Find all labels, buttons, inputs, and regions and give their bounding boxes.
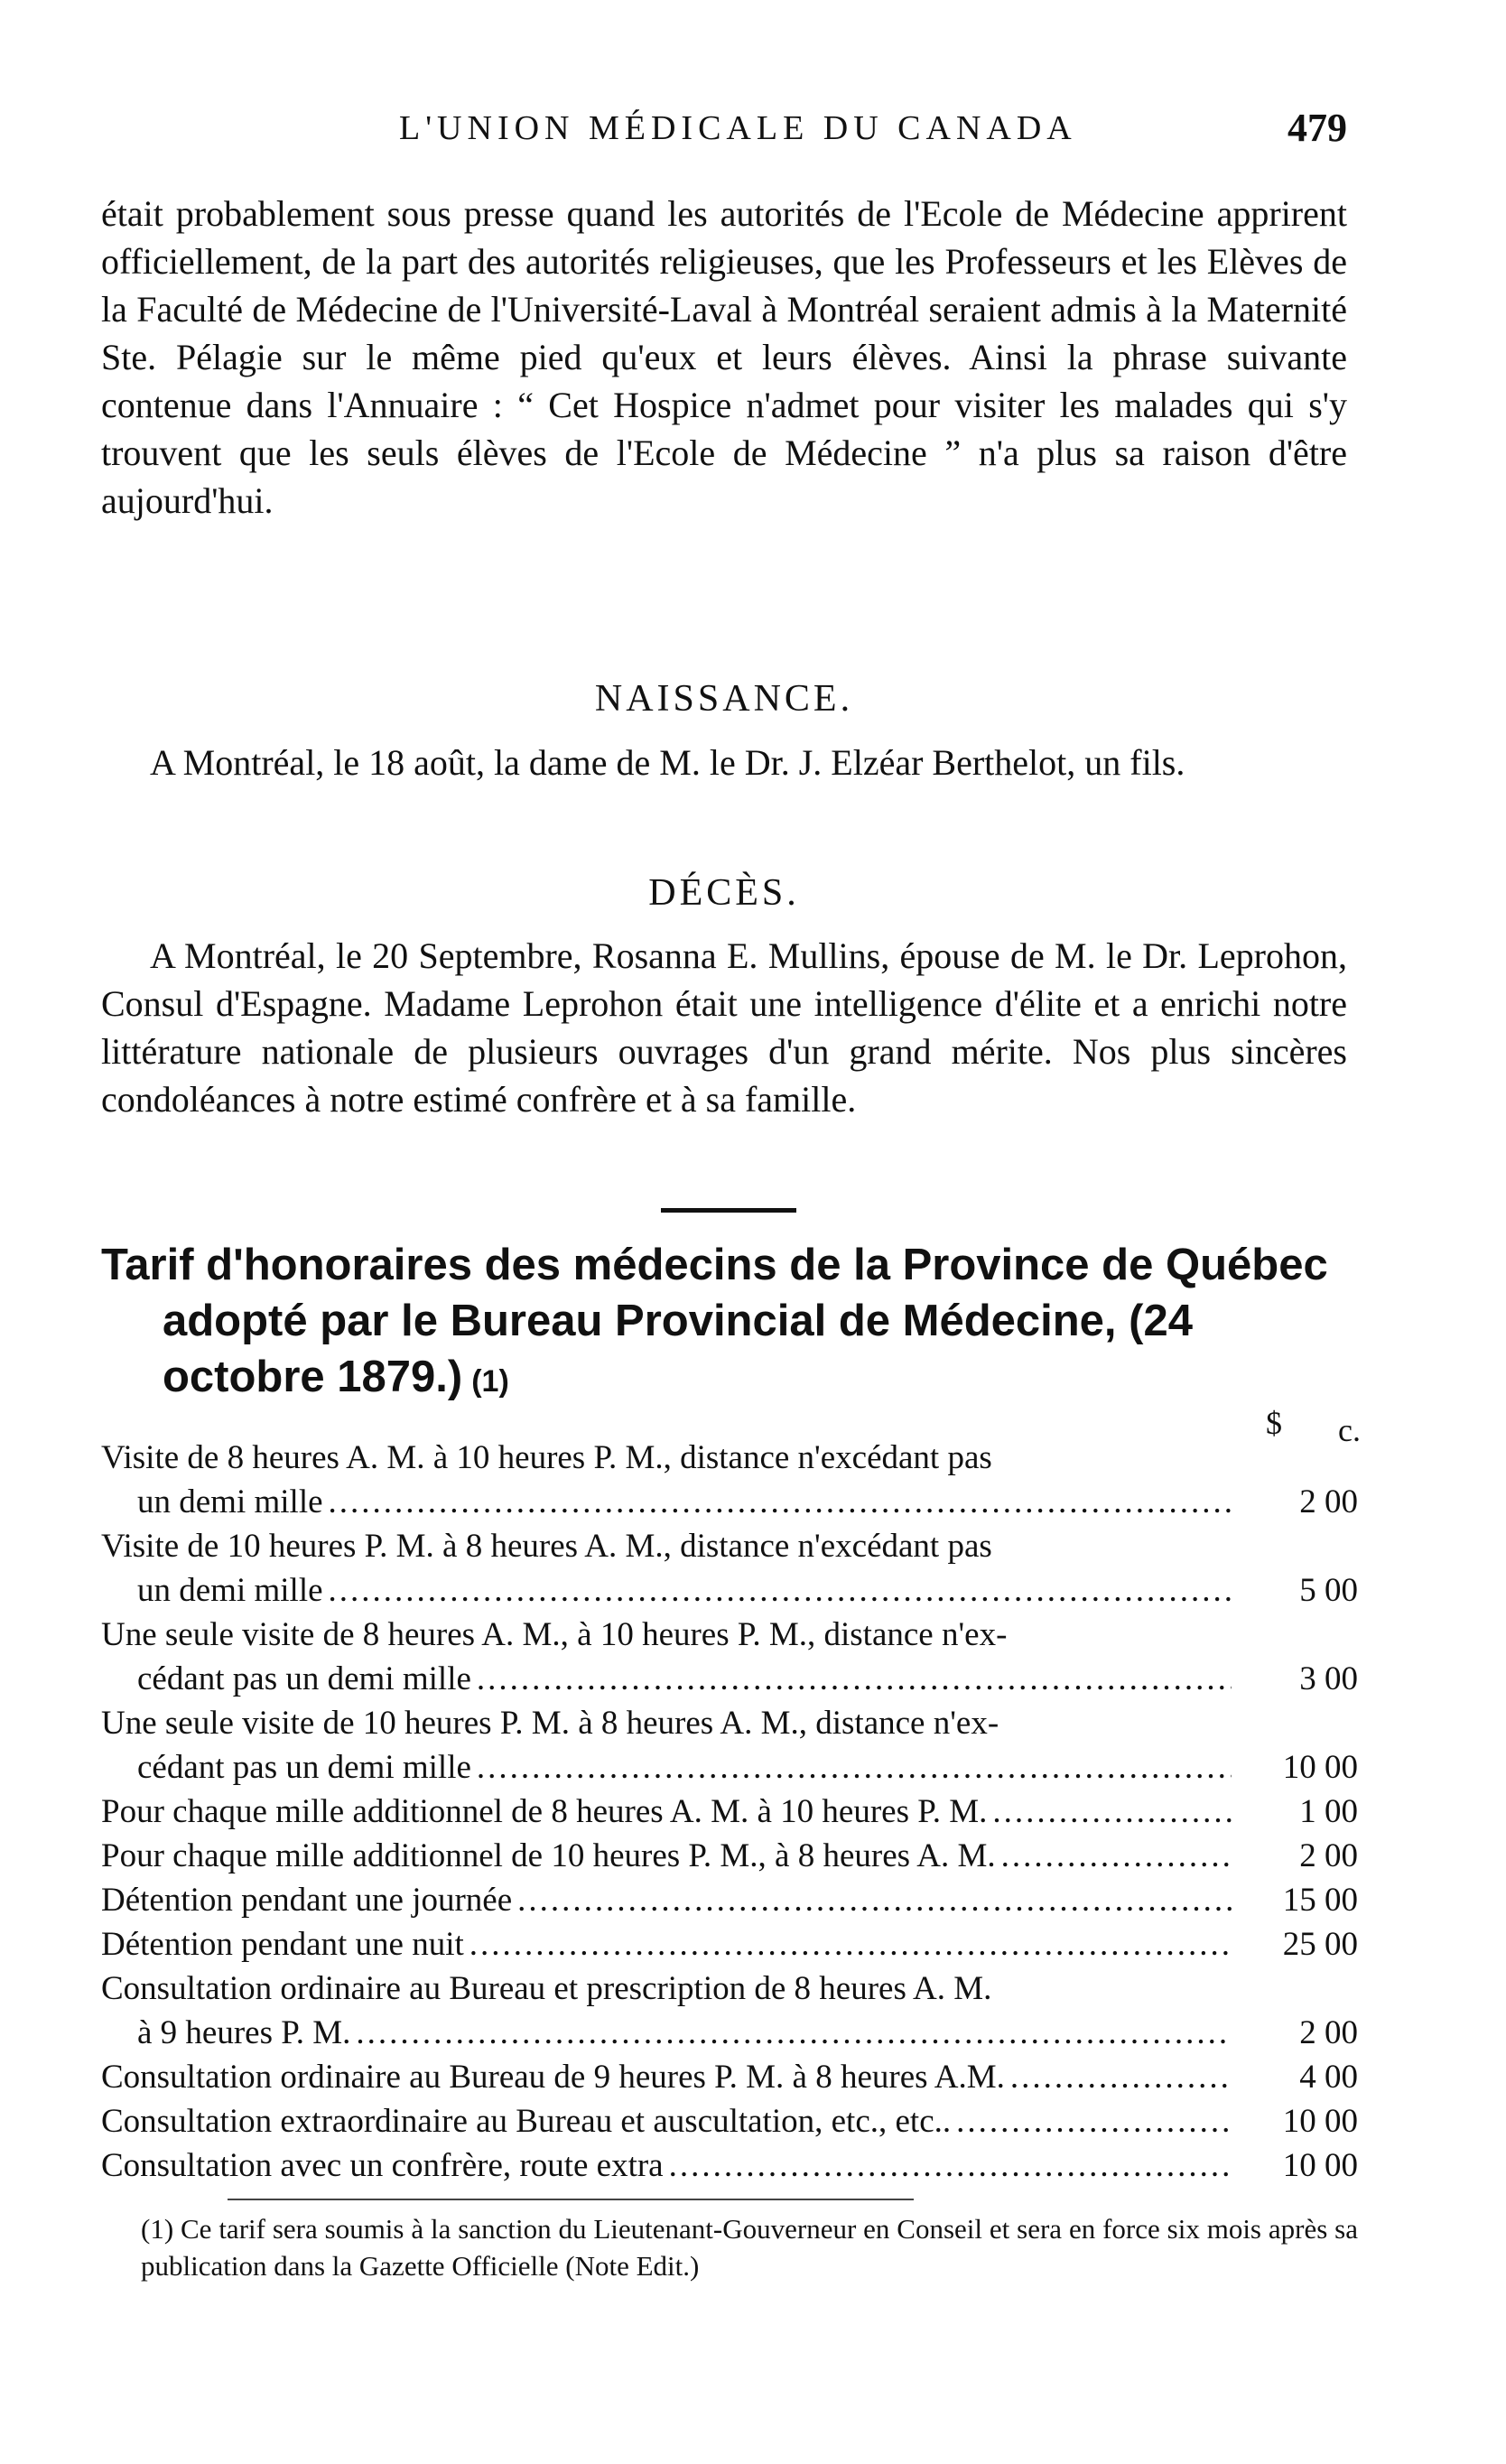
tariff-item-price: 3 00 <box>1299 1660 1358 1697</box>
tariff-item-description: un demi mille <box>137 1483 323 1520</box>
footnote-separator <box>228 2199 914 2200</box>
deces-paragraph: A Montréal, le 20 Septembre, Rosanna E. Mullins, épouse de M. le Dr. Leprohon, Consul d'Espagne. Madame Leprohon était une intelligence d'élite et a enrichi notre littérature nationale de plusieurs ouvrages d'un grand mérite. Nos plus sincères condoléances à notre estimé confrère et à sa famille. <box>101 935 1347 1120</box>
tariff-row <box>101 2099 1358 2143</box>
tariff-item-description: Une seule visite de 10 heures P. M. à 8 heures A. M., distance n'ex- <box>101 1705 999 1742</box>
tariff-row <box>101 2143 1358 2188</box>
tariff-item-description: Consultation ordinaire au Bureau et prescription de 8 heures A. M. <box>101 1970 992 2007</box>
footnote-text: Ce tarif sera soumis à la sanction du Lieutenant-Gouverneur en Conseil et sera en force six mois après sa publication dans la Gazette Officielle (Note Edit.) <box>141 2213 1358 2282</box>
tariff-item-line <box>101 1834 1232 1878</box>
tariff-item-price: 10 00 <box>1282 2103 1358 2140</box>
tariff-item-price: 25 00 <box>1282 1926 1358 1963</box>
tariff-item-description: Une seule visite de 8 heures A. M., à 10 heures P. M., distance n'ex- <box>101 1616 1008 1653</box>
tariff-item-price: 1 00 <box>1299 1793 1358 1830</box>
page-number: 479 <box>1288 106 1347 150</box>
tariff-item-price: 10 00 <box>1282 1749 1358 1786</box>
dot-leader <box>1010 2055 1232 2099</box>
tariff-item-description: cédant pas un demi mille <box>137 1749 471 1786</box>
tariff-item-description: Pour chaque mille additionnel de 8 heures A. M. à 10 heures P. M. <box>101 1793 988 1830</box>
dot-leader <box>477 1745 1232 1790</box>
dot-leader <box>329 1480 1232 1524</box>
intro-paragraph: était probablement sous presse quand les autorités de l'Ecole de Médecine apprirent officiellement, de la part des autorités religieuses, que les Professeurs et les Elèves de la Faculté de Médecine de l'Université-Laval à Montréal seraient admis à la Maternité Ste. Pélagie sur le même pied qu'eux et leurs élèves. Ainsi la phrase suivante contenue dans l'Annuaire : “ Cet Hospice n'admet pour visiter les malades qui s'y trouvent que les seuls élèves de l'Ecole de Médecine ” n'a plus sa raison d'être aujourd'hui. <box>101 193 1347 521</box>
tariff-item-line <box>101 1790 1232 1834</box>
tariff-item-description: Détention pendant une nuit <box>101 1926 464 1963</box>
dot-leader <box>329 1568 1232 1613</box>
tariff-item-description: Consultation avec un confrère, route extra <box>101 2147 664 2184</box>
tariff-item-description: Visite de 8 heures A. M. à 10 heures P. M., distance n'excédant pas <box>101 1439 992 1476</box>
tariff-title-text: Tarif d'honoraires des médecins de la Province de Québec adopté par le Bureau Provincial de Médecine, (24 octobre 1879.) <box>101 1241 1328 1401</box>
tariff-row <box>101 1613 1358 1701</box>
tariff-item-line <box>101 1878 1232 1922</box>
tariff-item-price: 2 00 <box>1299 1483 1358 1520</box>
tariff-item-line <box>101 1745 1232 1790</box>
cents-unit-label: c. <box>1338 1412 1361 1448</box>
tariff-item-description: un demi mille <box>137 1572 323 1609</box>
tariff-row <box>101 1922 1358 1967</box>
tariff-row <box>101 1967 1358 2055</box>
footnote-reference: (1) <box>471 1364 509 1399</box>
dot-leader <box>477 1657 1232 1701</box>
page-header <box>101 108 1347 163</box>
tariff-item-description: Consultation ordinaire au Bureau de 9 heures P. M. à 8 heures A.M. <box>101 2059 1005 2096</box>
tariff-item-description: Visite de 10 heures P. M. à 8 heures A. M., distance n'excédant pas <box>101 1528 992 1565</box>
tariff-item-price: 4 00 <box>1299 2059 1358 2096</box>
tariff-row <box>101 2055 1358 2099</box>
tariff-item-description: Détention pendant une journée <box>101 1882 513 1919</box>
document-page <box>101 0 1361 2464</box>
tariff-item-description: Pour chaque mille additionnel de 10 heures P. M., à 8 heures A. M. <box>101 1837 996 1874</box>
tariff-item-line <box>101 1657 1232 1701</box>
tariff-item-line <box>101 1480 1232 1524</box>
dollar-unit-label: $ <box>1266 1405 1282 1441</box>
tariff-item-description: Consultation extraordinaire au Bureau et auscultation, etc., etc.. <box>101 2103 952 2140</box>
tariff-item-description: cédant pas un demi mille <box>137 1660 471 1697</box>
tariff-item-price: 2 00 <box>1299 1837 1358 1874</box>
dot-leader <box>956 2099 1232 2143</box>
tariff-item-description: à 9 heures P. M. <box>137 2014 351 2051</box>
deces-heading: DÉCÈS. <box>648 872 800 914</box>
tariff-item-line <box>101 1922 1232 1967</box>
tariff-item-price: 10 00 <box>1282 2147 1358 2184</box>
tariff-item-line <box>101 2143 1232 2188</box>
tariff-row <box>101 1524 1358 1613</box>
tariff-item-price: 2 00 <box>1299 2014 1358 2051</box>
dot-leader <box>1001 1834 1232 1878</box>
tariff-row <box>101 1834 1358 1878</box>
dot-leader <box>356 2011 1232 2055</box>
naissance-heading: NAISSANCE. <box>594 678 854 720</box>
dot-leader <box>469 1922 1232 1967</box>
tariff-item-price: 5 00 <box>1299 1572 1358 1609</box>
tariff-row <box>101 1790 1358 1834</box>
tariff-list <box>101 1436 1358 2188</box>
running-title: L'UNION MÉDICALE DU CANADA <box>399 109 1077 147</box>
tariff-item-price: 15 00 <box>1282 1882 1358 1919</box>
tariff-item-line <box>101 2099 1232 2143</box>
dot-leader <box>669 2143 1232 2188</box>
naissance-paragraph: A Montréal, le 18 août, la dame de M. le Dr. J. Elzéar Berthelot, un fils. <box>150 742 1185 783</box>
section-divider <box>661 1208 796 1213</box>
tariff-title <box>101 1237 1356 1409</box>
footnote-marker: (1) <box>141 2213 174 2245</box>
dot-leader <box>992 1790 1232 1834</box>
footnote <box>101 2210 1358 2284</box>
tariff-row <box>101 1878 1358 1922</box>
dot-leader <box>517 1878 1232 1922</box>
tariff-item-line <box>101 2055 1232 2099</box>
tariff-row <box>101 1436 1358 1524</box>
tariff-item-line <box>101 1568 1232 1613</box>
tariff-row <box>101 1701 1358 1790</box>
tariff-item-line <box>101 2011 1232 2055</box>
